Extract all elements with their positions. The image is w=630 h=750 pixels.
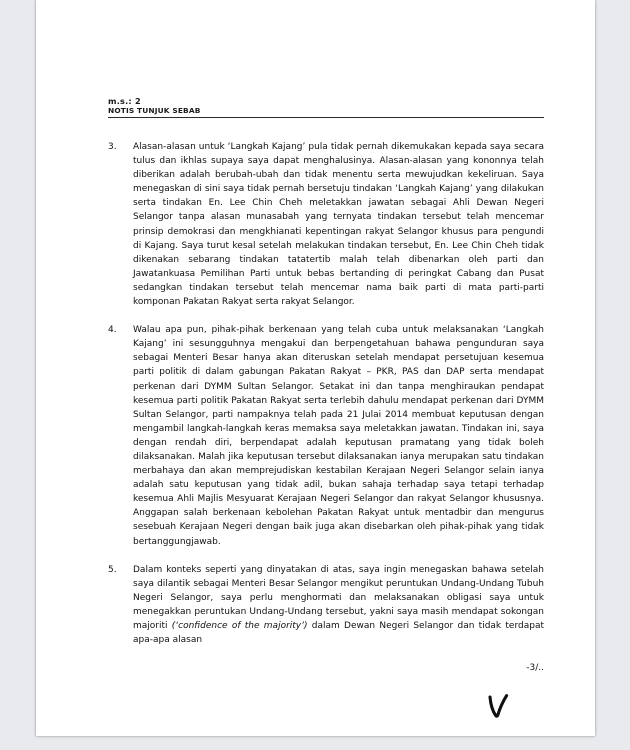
paragraph-text-tail: dalam Dewan Negeri Selangor dan tidak terdapat apa-apa alasan [133, 621, 544, 646]
paragraph-text: Walau apa pun, pihak-pihak berkenaan yang telah cuba untuk melaksanakan ‘Langkah Kajang’ ini sesungguhnya mengakui dan berpengetahuan bahawa pengunduran saya sebagai Menteri Besar hanya akan diteruskan setelah mendapat persetujuan kesemua parti politik di dalam gabungan Pakatan Rakyat – PKR, PAS dan DAP serta mendapat perkenan dari DYMM Sultan Selangor. Setakat ini dan tanpa menghiraukan pendapat kesemua parti politik Pakatan Rakyat serta terlebih dahulu mendapat perkenan dari DYMM Sultan Selangor, parti nampaknya telah pada 21 Julai 2014 membuat keputusan dengan mengambil langkah-langkah keras memaksa saya meletakkan jawatan. Tindakan ini, saya dengan rendah diri, berpendapat adalah keputusan pramatang yang tidak boleh dilaksanakan. Malah jika keputusan tersebut dilaksanakan ianya merupakan satu tindakan merbahaya dan akan memprejudiskan kestabilan Kerajaan Negeri Selangor selain ianya adalah satu keputusan yang tidak adil, bukan sahaja terhadap saya tetapi terhadap kesemua Ahli Majlis Mesyuarat Kerajaan Negeri Selangor dan rakyat Selangor khususnya. Anggapan salah berkenaan kebolehan Pakatan Rakyat untuk mentadbir dan mengurus sesebuah Kerajaan Negeri dengan baik juga akan disebarkan oleh pihak-pihak yang tidak bertanggungjawab. [133, 325, 544, 547]
paragraph-number: 5. [108, 564, 117, 575]
document-header [108, 96, 544, 118]
document-body [108, 140, 544, 727]
paragraph-4 [108, 323, 544, 549]
page-continuation-note: -3/.. [526, 663, 544, 674]
handwritten-initial-icon [486, 693, 512, 723]
paragraph-5 [108, 563, 544, 648]
signature-mark [108, 693, 544, 727]
page-content [108, 96, 544, 727]
paragraph-number: 4. [108, 325, 117, 336]
paragraph-3 [108, 140, 544, 309]
paragraph-number: 3. [108, 142, 117, 152]
paragraph-text-lead: Dalam konteks seperti yang dinyatakan di atas, saya ingin menegaskan bahawa setelah saya dilantik sebagai Menteri Besar Selangor mengikut peruntukan Undang-Undang Tubuh Negeri Selangor, saya perlu menghormati dan melaksanakan obligasi saya untuk menegakkan peruntukan Undang-Undang tersebut, yakni saya masih mendapat sokongan majoriti [133, 564, 544, 631]
paragraph-text [133, 563, 544, 648]
paragraph-text: Alasan-alasan untuk ‘Langkah Kajang’ pula tidak pernah dikemukakan kepada saya secara tulus dan ikhlas supaya saya dapat menghalusinya. Alasan-alasan yang kononnya telah diberikan adalah berubah-ubah dan tidak menentu serta mewujudkan kekeliruan. Saya menegaskan di sini saya tidak pernah bersetuju tindakan ‘Langkah Kajang’ yang dilakukan serta tindakan En. Lee Chin Cheh meletakkan jawatan sebagai Ahli Dewan Negeri Selangor tanpa alasan munasabah yang ternyata tindakan tersebut telah mencemar prinsip demokrasi dan mengkhianati kepentingan rakyat Selangor khusus para pengundi di Kajang. Saya turut kesal setelah melakukan tindakan tersebut, En. Lee Chin Cheh tidak dikenakan sebarang tindakan tatatertib malah telah dibenarkan oleh parti dan Jawatankuasa Pemilihan Parti untuk bebas bertanding di peringkat Cabang dan Pusat sedangkan tindakan tersebut telah mencemar nama baik parti di mata parti-parti komponan Pakatan Rakyat serta rakyat Selangor. [133, 142, 544, 308]
header-divider [108, 117, 544, 118]
italic-phrase: (‘confidence of the majority’) [171, 621, 308, 631]
document-title: NOTIS TUNJUK SEBAB [108, 106, 201, 115]
document-page [36, 0, 595, 736]
page-marker: m.s.: 2 [108, 96, 141, 106]
